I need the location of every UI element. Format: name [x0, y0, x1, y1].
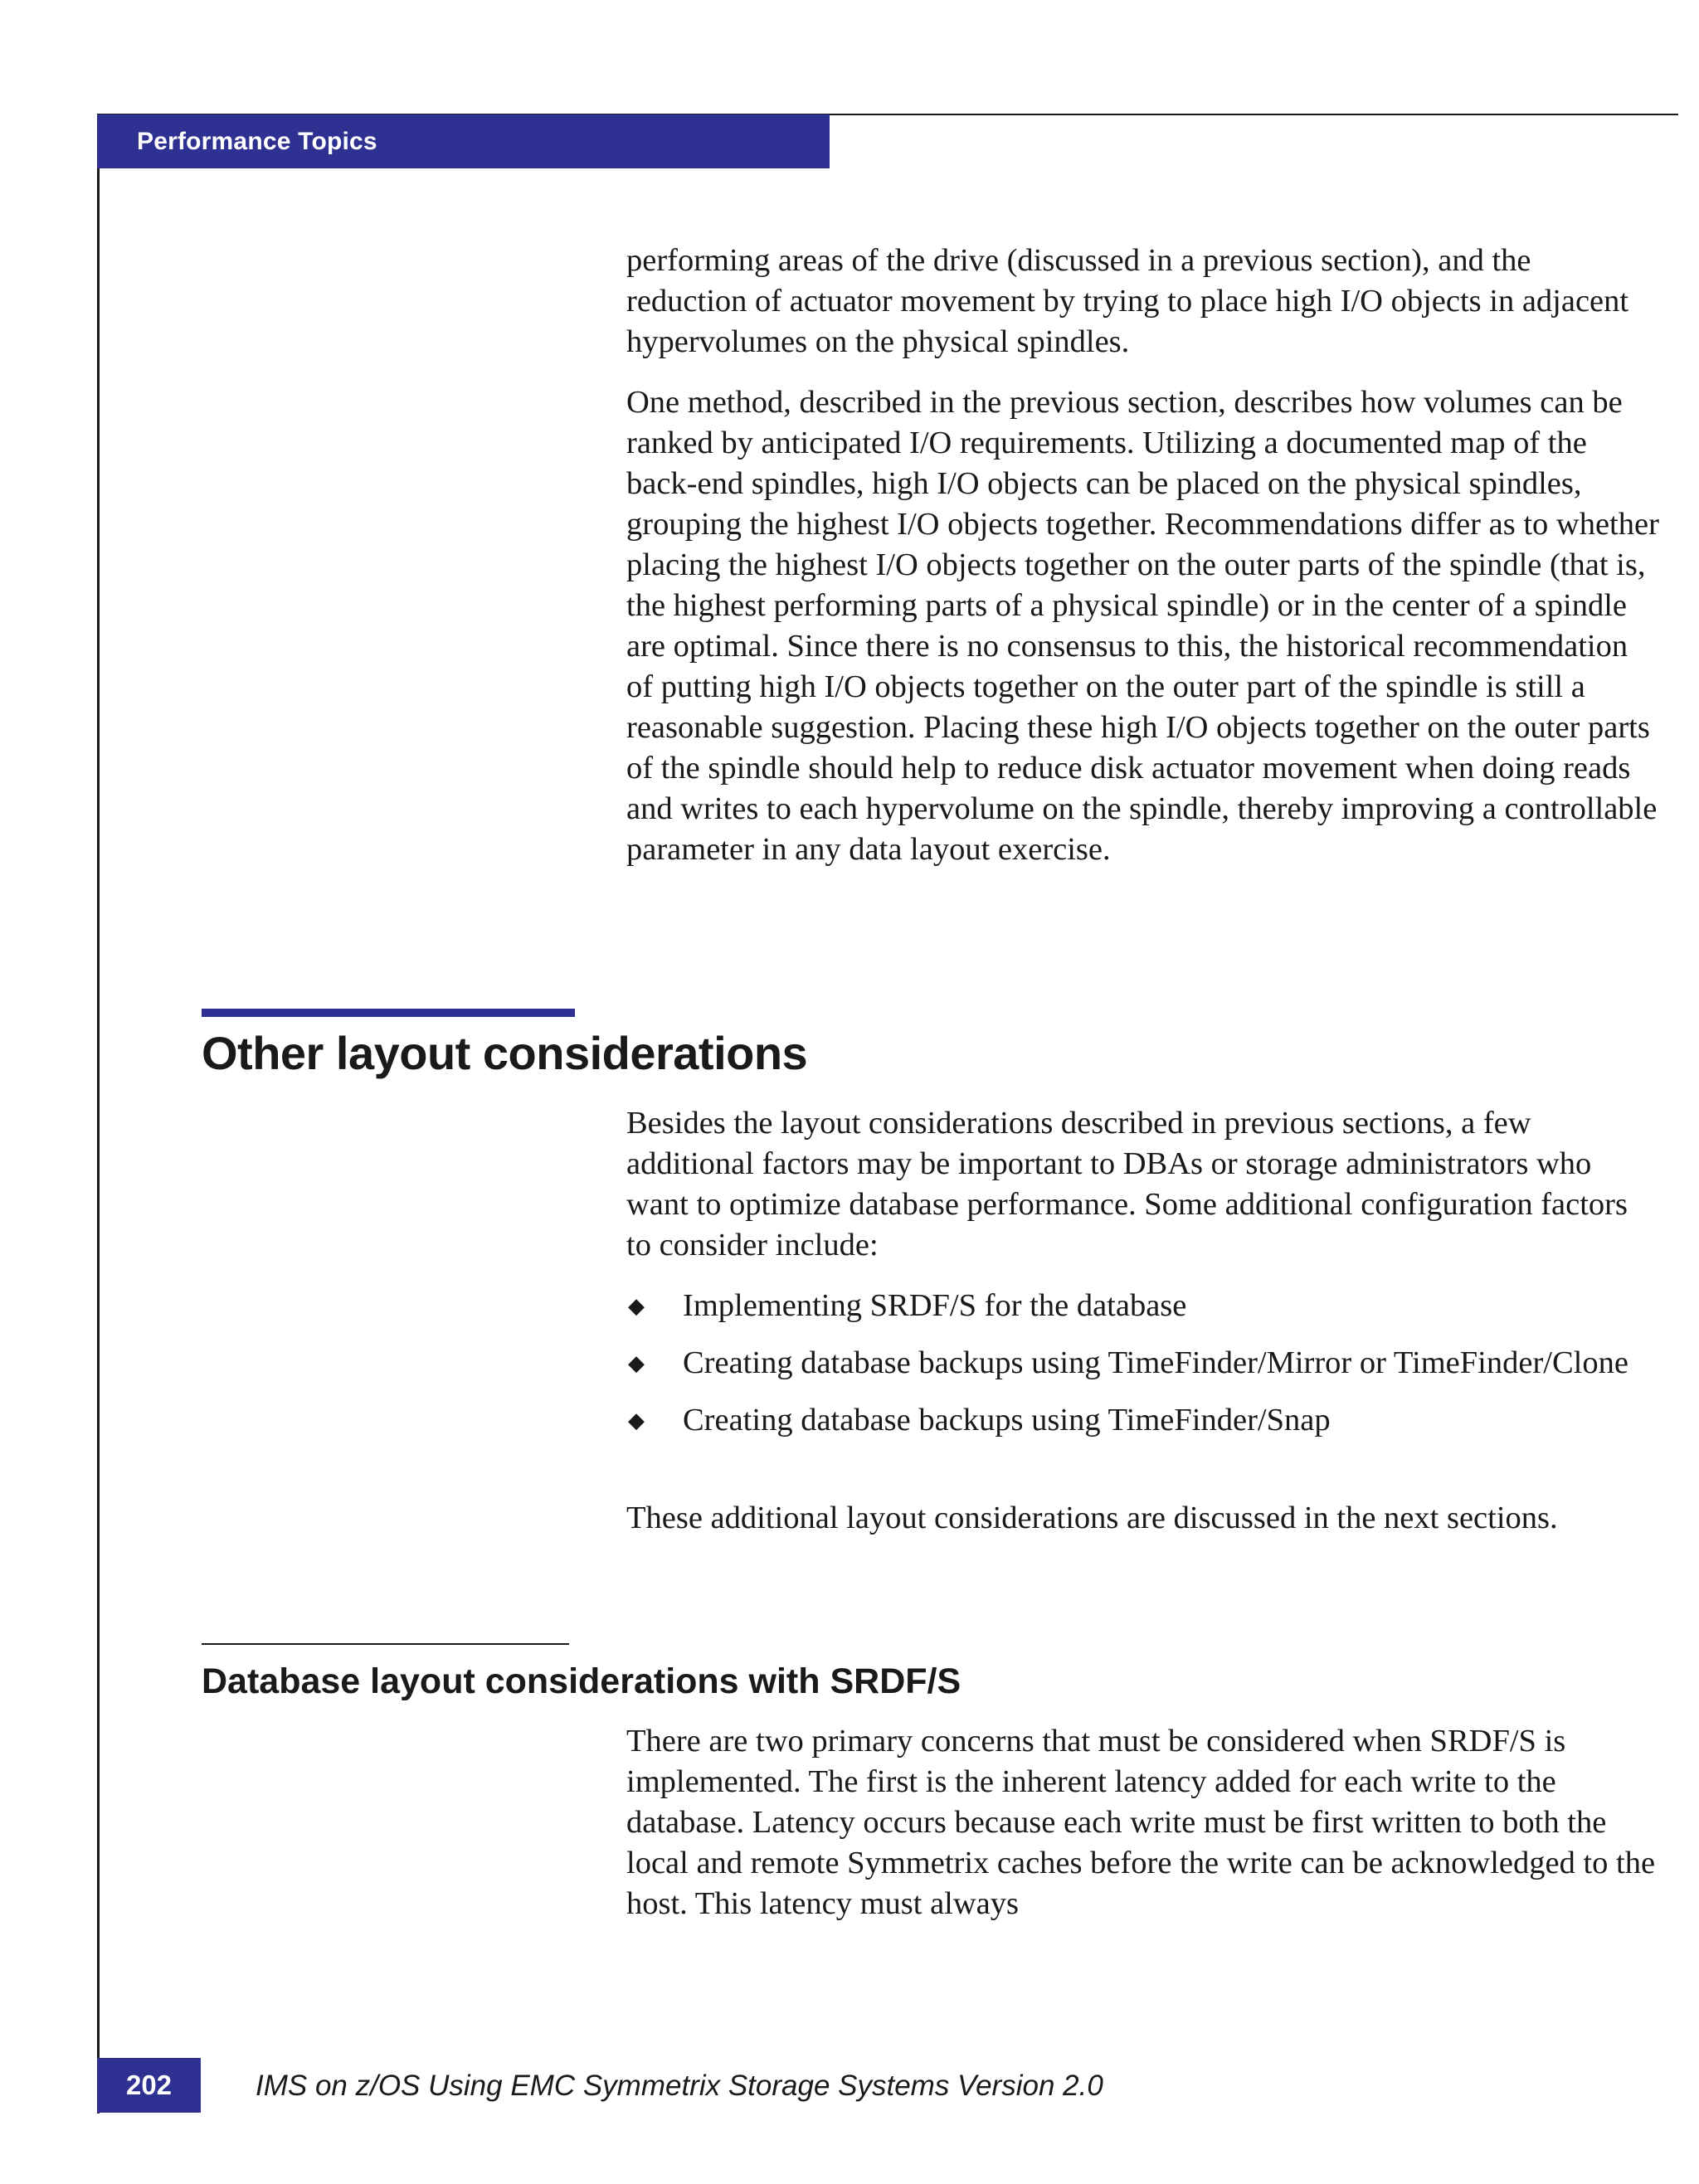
list-item	[626, 1343, 1659, 1384]
paragraph-ranking	[626, 382, 1659, 891]
subsection-rule	[202, 1643, 569, 1645]
list-item-text: Creating database backups using TimeFinder/Snap	[683, 1403, 1331, 1437]
paragraph-text: One method, described in the previous section, describes how volumes can be ranked by anticipated I/O requirements. Utilizing a documented map of the back-end spindles, high I/O objects can be placed on the physical spindles, grouping the highest I/O objects together. Recommendations differ as to whether placing the highest I/O objects together on the outer parts of the spindle (that is, the highest performing parts of a physical spindle) or in the center of a spindle are optimal. Since there is no consensus to this, the historical recommendation of putting high I/O objects together on the outer part of the spindle is still a reasonable suggestion. Placing these high I/O objects together on the outer parts of the spindle should help to reduce disk actuator movement when doing reads and writes to each hypervolume on the spindle, thereby improving a controllable parameter in any data layout exercise.	[626, 385, 1659, 867]
paragraph-srdf	[626, 1721, 1659, 1945]
footer-book-title: IMS on z/OS Using EMC Symmetrix Storage Systems Version 2.0	[256, 2070, 1103, 2102]
paragraph-intro	[626, 1103, 1659, 1287]
paragraph-text: performing areas of the drive (discussed in a previous section), and the reduction of actuator movement by trying to place high I/O objects in adjacent hypervolumes on the physical spindles.	[626, 243, 1629, 359]
running-header	[97, 114, 830, 168]
bullet-list	[626, 1286, 1659, 1457]
diamond-bullet-icon: ◆	[628, 1408, 645, 1432]
paragraph-next	[626, 1498, 1659, 1559]
list-item	[626, 1286, 1659, 1326]
diamond-bullet-icon: ◆	[628, 1351, 645, 1375]
margin-rule	[97, 114, 100, 2113]
paragraph-continuation	[626, 241, 1659, 383]
list-item	[626, 1400, 1659, 1441]
paragraph-text: These additional layout considerations are discussed in the next sections.	[626, 1501, 1558, 1535]
subsection-heading: Database layout considerations with SRDF/S	[202, 1661, 961, 1701]
paragraph-text: Besides the layout considerations described in previous sections, a few additional factors may be important to DBAs or storage administrators who want to optimize database performance. Some additional configuration factors to consider include:	[626, 1106, 1628, 1262]
section-heading-bar	[202, 1009, 575, 1017]
section-heading: Other layout considerations	[202, 1027, 808, 1079]
paragraph-text: There are two primary concerns that must be considered when SRDF/S is implemented. The first is the inherent latency added for each write to the database. Latency occurs because each write must be first written to both the local and remote Symmetrix caches before the write can be acknowledged to the host. This latency must always	[626, 1724, 1656, 1921]
list-item-text: Creating database backups using TimeFinder/Mirror or TimeFinder/Clone	[683, 1345, 1628, 1380]
running-header-label: Performance Topics	[137, 128, 377, 155]
diamond-bullet-icon: ◆	[628, 1294, 645, 1318]
list-item-text: Implementing SRDF/S for the database	[683, 1288, 1187, 1323]
page-number: 202	[97, 2058, 201, 2113]
